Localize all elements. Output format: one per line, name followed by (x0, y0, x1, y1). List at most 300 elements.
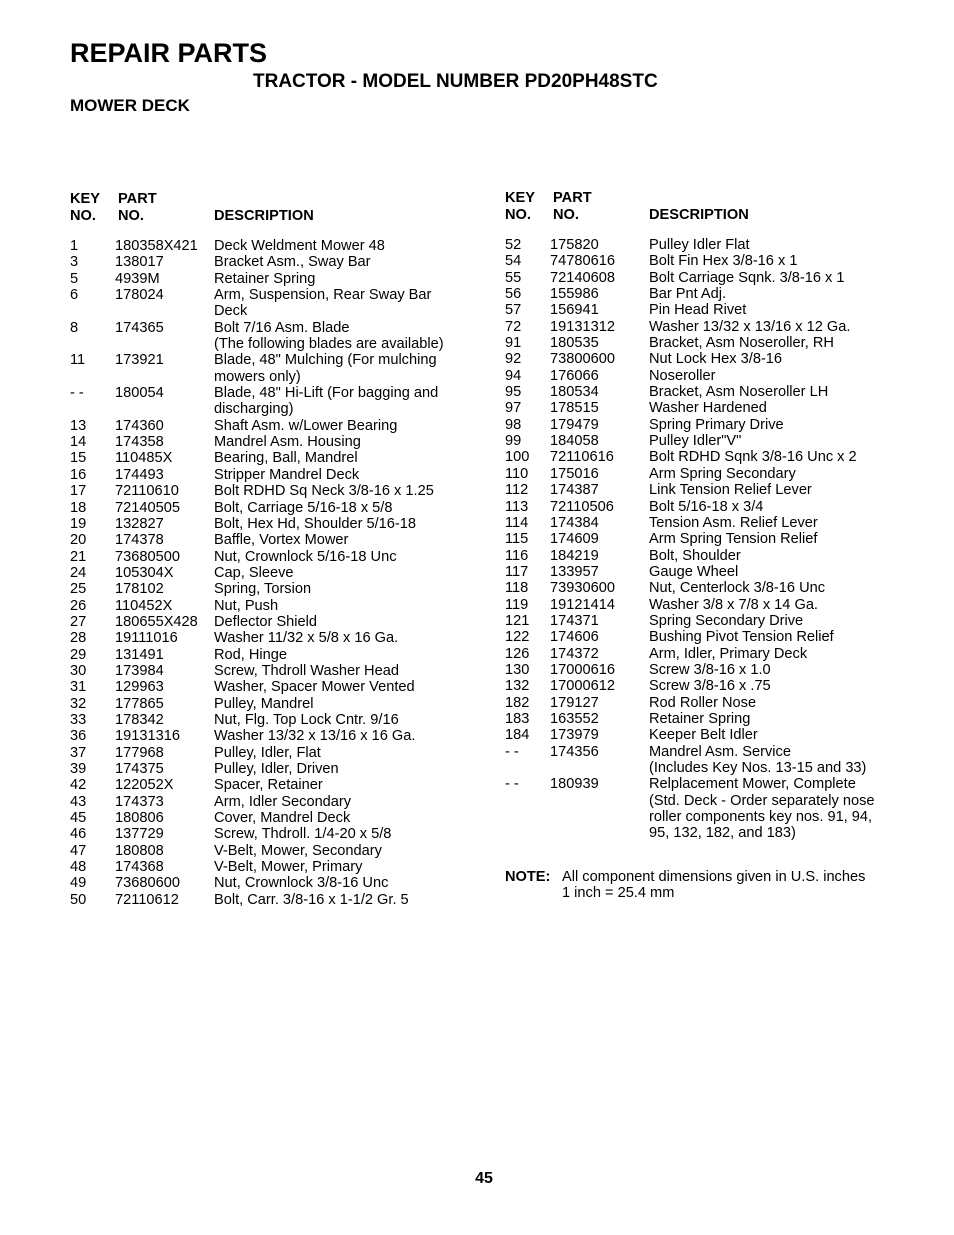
header-description-label: DESCRIPTION (649, 207, 749, 223)
part-description (214, 450, 470, 466)
description-line: Blade, 48" Hi-Lift (For bagging and (214, 385, 439, 402)
description-line: Spring Secondary Drive (649, 612, 804, 629)
part-number: 180939 (550, 776, 599, 793)
key-number: 56 (505, 286, 522, 303)
part-number: 180054 (115, 385, 164, 402)
part-description (649, 368, 905, 384)
key-number: 91 (505, 335, 522, 352)
description-line: Bracket, Asm Noseroller LH (649, 384, 829, 401)
table-row (505, 695, 905, 711)
part-number: 131491 (115, 646, 164, 663)
description-line: Spring, Torsion (214, 581, 312, 598)
description-line: Arm, Idler, Primary Deck (649, 645, 808, 662)
key-number: 126 (505, 645, 530, 662)
table-row (70, 810, 470, 826)
key-number: 29 (70, 646, 87, 663)
part-number: 174375 (115, 761, 164, 777)
description-line: Bracket Asm., Sway Bar (214, 254, 371, 271)
table-row (505, 237, 905, 253)
table-row (70, 385, 470, 418)
description-line: Bolt, Carriage 5/16-18 x 5/8 (214, 499, 393, 516)
part-number: 180806 (115, 810, 164, 827)
table-row (505, 597, 905, 613)
note-line: 1 inch = 25.4 mm (562, 885, 675, 902)
description-line: Bolt, Hex Hd, Shoulder 5/16-18 (214, 515, 416, 532)
part-description (214, 271, 470, 287)
description-line: Screw, Thdroll. 1/4-20 x 5/8 (214, 826, 392, 843)
table-row (70, 745, 470, 761)
part-number: 176066 (550, 367, 599, 384)
table-row (505, 319, 905, 335)
table-row (70, 761, 470, 777)
key-number: 13 (70, 417, 87, 434)
key-number: 50 (70, 891, 87, 908)
part-number: 19121414 (550, 596, 615, 613)
description-line: Washer 13/32 x 13/16 x 16 Ga. (214, 728, 416, 745)
key-number: 28 (70, 630, 87, 647)
key-number: 95 (505, 384, 522, 401)
part-description (649, 433, 905, 449)
part-description (214, 467, 470, 483)
part-number: 174378 (115, 532, 164, 549)
key-number: 42 (70, 777, 87, 794)
key-number: 33 (70, 711, 87, 728)
description-line: Screw 3/8-16 x .75 (649, 678, 771, 695)
part-number: 17000612 (550, 678, 615, 695)
header-description-label: DESCRIPTION (214, 208, 314, 224)
part-description (649, 499, 905, 515)
description-line: Cap, Sleeve (214, 564, 294, 581)
key-number: 8 (70, 319, 79, 336)
description-line: Nut, Crownlock 5/16-18 Unc (214, 548, 397, 565)
key-number: 119 (505, 596, 529, 613)
description-line: Pulley, Idler, Flat (214, 744, 321, 761)
table-row (505, 400, 905, 416)
note-line: All component dimensions given in U.S. inches (562, 869, 866, 885)
table-row (505, 727, 905, 743)
part-description (649, 727, 905, 743)
part-number: 175820 (550, 237, 599, 253)
part-number: 72110610 (115, 483, 179, 500)
part-description (214, 352, 470, 385)
table-row (505, 302, 905, 318)
key-number: 43 (70, 793, 87, 810)
part-description (214, 434, 470, 450)
part-description (214, 679, 470, 695)
description-line: Baffle, Vortex Mower (214, 532, 349, 549)
key-number: 39 (70, 761, 87, 777)
table-row (505, 678, 905, 694)
part-number: 174368 (115, 859, 164, 876)
description-line: mowers only) (214, 368, 301, 385)
part-description (649, 597, 905, 613)
header-part-label: PART (553, 190, 592, 206)
part-number: 110485X (115, 450, 173, 467)
table-row (70, 287, 470, 320)
key-number: 17 (70, 483, 87, 500)
table-row (505, 629, 905, 645)
part-description (214, 320, 470, 353)
table-row (505, 711, 905, 727)
key-number: 49 (70, 875, 87, 892)
table-row (70, 516, 470, 532)
table-row (70, 875, 470, 891)
description-line: Bolt, Shoulder (649, 547, 741, 564)
description-line: Relplacement Mower, Complete (649, 776, 856, 793)
note-text (562, 869, 865, 902)
part-number: 180358X421 (115, 238, 198, 254)
table-row (70, 565, 470, 581)
description-line: Bolt RDHD Sq Neck 3/8-16 x 1.25 (214, 483, 434, 500)
part-description (649, 466, 905, 482)
description-line: Nut, Centerlock 3/8-16 Unc (649, 580, 826, 597)
part-description (649, 548, 905, 564)
part-description (214, 647, 470, 663)
part-description (214, 794, 470, 810)
dimension-note (505, 869, 865, 902)
part-number: 180655X428 (115, 613, 198, 630)
description-line: Deck Weldment Mower 48 (214, 238, 385, 254)
parts-table-right (505, 190, 905, 842)
description-line: Bolt Carriage Sqnk. 3/8-16 x 1 (649, 269, 845, 286)
table-row (505, 466, 905, 482)
part-description (649, 449, 905, 465)
part-number: 180808 (115, 842, 164, 859)
part-description (214, 238, 470, 254)
section-heading: MOWER DECK (70, 96, 190, 115)
description-line: Arm Spring Secondary (649, 465, 796, 482)
key-number: 121 (505, 612, 530, 629)
part-number: 178515 (550, 400, 599, 417)
description-line: Bar Pnt Adj. (649, 286, 727, 303)
part-description (214, 745, 470, 761)
part-description (214, 254, 470, 270)
part-number: 173979 (550, 727, 599, 744)
table-row (505, 662, 905, 678)
table-row (505, 744, 905, 777)
part-number: 174606 (550, 629, 599, 646)
header-part-no-label: NO. (118, 208, 144, 224)
description-line: Washer Hardened (649, 400, 767, 417)
table-row (505, 613, 905, 629)
description-line: 95, 132, 182, and 183) (649, 825, 796, 842)
part-description (214, 483, 470, 499)
table-row (70, 892, 470, 908)
table-row (70, 859, 470, 875)
description-line: Nut, Flg. Top Lock Cntr. 9/16 (214, 711, 399, 728)
description-line: Pin Head Rivet (649, 302, 747, 319)
model-subtitle: TRACTOR - MODEL NUMBER PD20PH48STC (253, 71, 658, 92)
key-number: 25 (70, 581, 87, 598)
description-line: Spring Primary Drive (649, 416, 784, 433)
part-number: 19111016 (115, 630, 178, 647)
part-description (649, 302, 905, 318)
part-description (649, 580, 905, 596)
description-line: Retainer Spring (214, 270, 316, 287)
part-number: 19131312 (550, 318, 615, 335)
table-row (70, 418, 470, 434)
table-row (505, 368, 905, 384)
description-line: Nut, Push (214, 597, 279, 614)
part-description (214, 287, 470, 320)
table-row (70, 647, 470, 663)
description-line: Washer 11/32 x 5/8 x 16 Ga. (214, 630, 399, 647)
key-number: 184 (505, 727, 530, 744)
description-line: Bolt 5/16-18 x 3/4 (649, 498, 764, 515)
table-row (70, 794, 470, 810)
part-description (214, 549, 470, 565)
description-line: discharging) (214, 401, 294, 418)
part-number: 178342 (115, 711, 164, 728)
part-number: 137729 (115, 826, 164, 843)
description-line: Deck (214, 303, 248, 320)
description-line: Stripper Mandrel Deck (214, 466, 360, 483)
table-row (505, 417, 905, 433)
part-description (649, 335, 905, 351)
table-row (70, 271, 470, 287)
part-description (649, 270, 905, 286)
key-number: 98 (505, 416, 522, 433)
part-number: 163552 (550, 710, 599, 727)
table-row (70, 598, 470, 614)
part-number: 177968 (115, 744, 164, 761)
key-number: 14 (70, 434, 87, 451)
description-line: Arm Spring Tension Relief (649, 531, 818, 548)
part-number: 110452X (115, 597, 173, 614)
part-number: 73680500 (115, 548, 180, 565)
key-number: 19 (70, 515, 87, 532)
key-number: 100 (505, 449, 530, 466)
key-number: 99 (505, 433, 522, 450)
key-number: 182 (505, 694, 530, 711)
table-row (70, 826, 470, 842)
key-number: 114 (505, 514, 529, 531)
table-row (70, 467, 470, 483)
key-number: 15 (70, 450, 87, 467)
part-description (649, 400, 905, 416)
part-number: 72110612 (115, 891, 179, 908)
part-description (214, 696, 470, 712)
table-row (70, 434, 470, 450)
part-description (649, 662, 905, 678)
part-number: 74780616 (550, 253, 615, 270)
key-number: 46 (70, 826, 87, 843)
key-number: 113 (505, 498, 529, 515)
key-number: 117 (505, 563, 529, 580)
description-line: Deflector Shield (214, 613, 318, 630)
key-number: 16 (70, 466, 87, 483)
header-part-label: PART (118, 191, 157, 207)
key-number: 52 (505, 237, 522, 253)
part-number: 173921 (115, 352, 164, 369)
part-number: 129963 (115, 679, 164, 696)
table-row (70, 712, 470, 728)
description-line: Pulley, Idler, Driven (214, 761, 339, 777)
table-row (505, 253, 905, 269)
part-description (214, 892, 470, 908)
part-description (214, 712, 470, 728)
table-row (70, 581, 470, 597)
header-key-label: KEY (70, 191, 101, 207)
part-number: 179479 (550, 416, 599, 433)
key-number: 54 (505, 253, 522, 270)
description-line: Pulley Idler"V" (649, 433, 742, 450)
part-description (649, 646, 905, 662)
part-description (214, 630, 470, 646)
description-line: Nut Lock Hex 3/8-16 (649, 351, 783, 368)
part-description (649, 253, 905, 269)
part-number: 174371 (550, 612, 599, 629)
part-number: 73930600 (550, 580, 615, 597)
key-number: 47 (70, 842, 87, 859)
key-number: 92 (505, 351, 522, 368)
table-row (70, 614, 470, 630)
part-number: 105304X (115, 564, 174, 581)
key-number: 20 (70, 532, 87, 549)
part-description (214, 663, 470, 679)
table-row (70, 696, 470, 712)
table-row (70, 320, 470, 353)
description-line: Screw, Thdroll Washer Head (214, 662, 399, 679)
key-number: 37 (70, 744, 87, 761)
part-number: 156941 (550, 302, 599, 319)
note-label: NOTE: (505, 869, 551, 885)
part-description (214, 859, 470, 875)
table-row (505, 531, 905, 547)
part-description (649, 776, 905, 841)
description-line: V-Belt, Mower, Primary (214, 859, 363, 876)
part-number: 72110616 (550, 449, 614, 466)
description-line: Link Tension Relief Lever (649, 482, 812, 499)
table-row (505, 449, 905, 465)
part-number: 174372 (550, 645, 599, 662)
table-row (70, 843, 470, 859)
description-line: Blade, 48" Mulching (For mulching (214, 352, 437, 369)
part-description (649, 531, 905, 547)
part-number: 173984 (115, 662, 164, 679)
table-row (70, 630, 470, 646)
table-body (70, 238, 470, 908)
part-number: 174384 (550, 514, 599, 531)
part-description (214, 565, 470, 581)
description-line: Rod Roller Nose (649, 694, 757, 711)
part-description (214, 875, 470, 891)
part-number: 174493 (115, 466, 164, 483)
description-line: Screw 3/8-16 x 1.0 (649, 661, 771, 678)
part-number: 174373 (115, 793, 164, 810)
description-line: Gauge Wheel (649, 563, 739, 580)
part-number: 177865 (115, 695, 164, 712)
description-line: Bolt Fin Hex 3/8-16 x 1 (649, 253, 798, 270)
key-number: 11 (70, 352, 86, 369)
part-description (214, 614, 470, 630)
description-line: Pulley Idler Flat (649, 237, 750, 253)
part-description (214, 761, 470, 777)
part-description (214, 777, 470, 793)
description-line: Keeper Belt Idler (649, 727, 758, 744)
part-number: 122052X (115, 777, 174, 794)
part-description (649, 744, 905, 777)
key-number: 110 (505, 465, 529, 482)
part-number: 19131316 (115, 728, 180, 745)
key-number: 32 (70, 695, 87, 712)
description-line: V-Belt, Mower, Secondary (214, 842, 382, 859)
table-row (505, 515, 905, 531)
part-description (214, 500, 470, 516)
key-number: 31 (70, 679, 87, 696)
description-line: Pulley, Mandrel (214, 695, 314, 712)
key-number: 18 (70, 499, 87, 516)
description-line: Mandrel Asm. Service (649, 743, 791, 760)
table-row (505, 776, 905, 841)
description-line: Retainer Spring (649, 710, 751, 727)
part-description (649, 482, 905, 498)
key-number: 72 (505, 318, 522, 335)
part-description (649, 711, 905, 727)
table-header (70, 191, 470, 227)
header-part-no-label: NO. (553, 207, 579, 223)
part-number: 175016 (550, 465, 599, 482)
part-description (649, 678, 905, 694)
part-number: 184219 (550, 547, 599, 564)
key-number: 3 (70, 254, 79, 271)
table-row (70, 352, 470, 385)
key-number: 116 (505, 547, 529, 564)
table-row (505, 384, 905, 400)
part-number: 17000616 (550, 661, 615, 678)
key-number: 97 (505, 400, 522, 417)
part-description (649, 286, 905, 302)
description-line: Nut, Crownlock 3/8-16 Unc (214, 875, 389, 892)
parts-table-left (70, 191, 470, 908)
key-number: 5 (70, 270, 79, 287)
key-number: 94 (505, 367, 522, 384)
key-number: 132 (505, 678, 530, 695)
part-description (214, 843, 470, 859)
part-description (214, 385, 470, 418)
key-number: 122 (505, 629, 530, 646)
key-number: 130 (505, 661, 530, 678)
part-number: 174360 (115, 417, 164, 434)
part-number: 132827 (115, 515, 164, 532)
description-line: Washer 13/32 x 13/16 x 12 Ga. (649, 318, 851, 335)
part-number: 174365 (115, 319, 164, 336)
description-line: Mandrel Asm. Housing (214, 434, 361, 451)
table-header (505, 190, 905, 226)
table-row (505, 335, 905, 351)
part-description (214, 810, 470, 826)
key-number: 57 (505, 302, 522, 319)
part-number: 174356 (550, 743, 599, 760)
part-description (214, 516, 470, 532)
part-description (214, 728, 470, 744)
table-row (70, 254, 470, 270)
header-key-label: KEY (505, 190, 536, 206)
key-number: 1 (70, 238, 79, 254)
description-line: (Includes Key Nos. 13-15 and 33) (649, 760, 867, 776)
table-row (70, 483, 470, 499)
part-number: 72140608 (550, 269, 615, 286)
description-line: Bracket, Asm Noseroller, RH (649, 335, 834, 352)
table-row (70, 728, 470, 744)
table-row (505, 433, 905, 449)
header-no-label: NO. (70, 208, 96, 224)
description-line: Noseroller (649, 367, 716, 384)
key-number: 26 (70, 597, 87, 614)
part-description (214, 532, 470, 548)
description-line: Bolt 7/16 Asm. Blade (214, 319, 350, 336)
part-description (649, 564, 905, 580)
